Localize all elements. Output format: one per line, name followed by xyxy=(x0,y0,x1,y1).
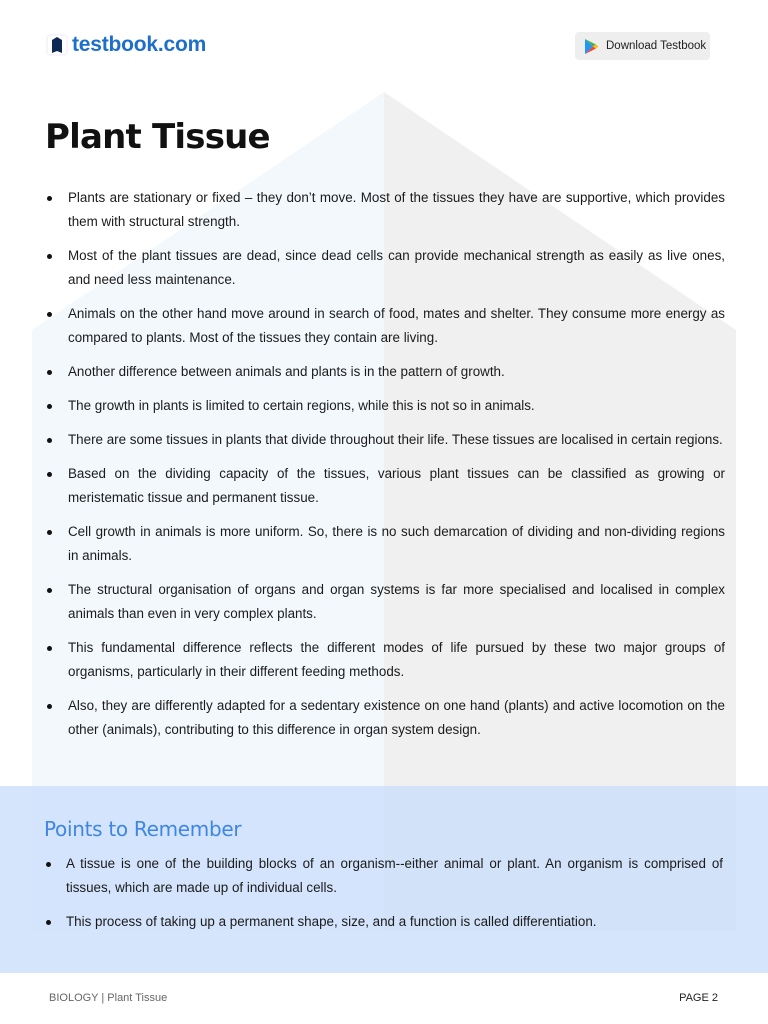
play-store-icon xyxy=(584,38,599,55)
book-icon xyxy=(46,33,68,57)
list-item: This process of taking up a permanent shape, size, and a function is called differentiation. xyxy=(66,910,723,934)
page-footer xyxy=(0,973,768,1024)
list-item: Another difference between animals and plants is in the pattern of growth. xyxy=(68,360,725,384)
list-item: The structural organisation of organs and organ systems is far more specialised and localised in complex animals than even in very complex plants. xyxy=(68,578,725,626)
list-item: Animals on the other hand move around in search of food, mates and shelter. They consume more energy as compared to plants. Most of the tissues they contain are living. xyxy=(68,302,725,350)
list-item: This fundamental difference reflects the different modes of life pursued by these two major groups of organisms, particularly in their different feeding methods. xyxy=(68,636,725,684)
testbook-logo[interactable] xyxy=(46,33,206,57)
download-label: Download Testbook xyxy=(606,40,707,52)
list-item: Cell growth in animals is more uniform. So, there is no such demarcation of dividing and non-dividing regions in animals. xyxy=(68,520,725,568)
list-item: Based on the dividing capacity of the tissues, various plant tissues can be classified as growing or meristematic tissue and permanent tissue. xyxy=(68,462,725,510)
list-item: Also, they are differently adapted for a sedentary existence on one hand (plants) and active locomotion on the other (animals), contributing to this difference in organ system design. xyxy=(68,694,725,742)
remember-list xyxy=(0,852,768,944)
list-item: A tissue is one of the building blocks of an organism--either animal or plant. An organism is comprised of tissues, which are made up of individual cells. xyxy=(66,852,723,900)
list-item: Plants are stationary or fixed – they don’t move. Most of the tissues they have are supportive, which provides them with structural strength. xyxy=(68,186,725,234)
download-testbook-button[interactable] xyxy=(575,32,710,60)
points-to-remember-title: Points to Remember xyxy=(44,817,242,841)
page-title: Plant Tissue xyxy=(45,117,270,157)
list-item: There are some tissues in plants that divide throughout their life. These tissues are localised in certain regions. xyxy=(68,428,725,452)
list-item: Most of the plant tissues are dead, since dead cells can provide mechanical strength as easily as live ones, and need less maintenance. xyxy=(68,244,725,292)
page-header xyxy=(0,0,768,90)
footer-subject: BIOLOGY | Plant Tissue xyxy=(49,992,168,1004)
page-number: PAGE 2 xyxy=(679,992,718,1004)
bullet-list xyxy=(0,186,768,752)
list-item: The growth in plants is limited to certain regions, while this is not so in animals. xyxy=(68,394,725,418)
logo-text: testbook.com xyxy=(72,33,207,56)
